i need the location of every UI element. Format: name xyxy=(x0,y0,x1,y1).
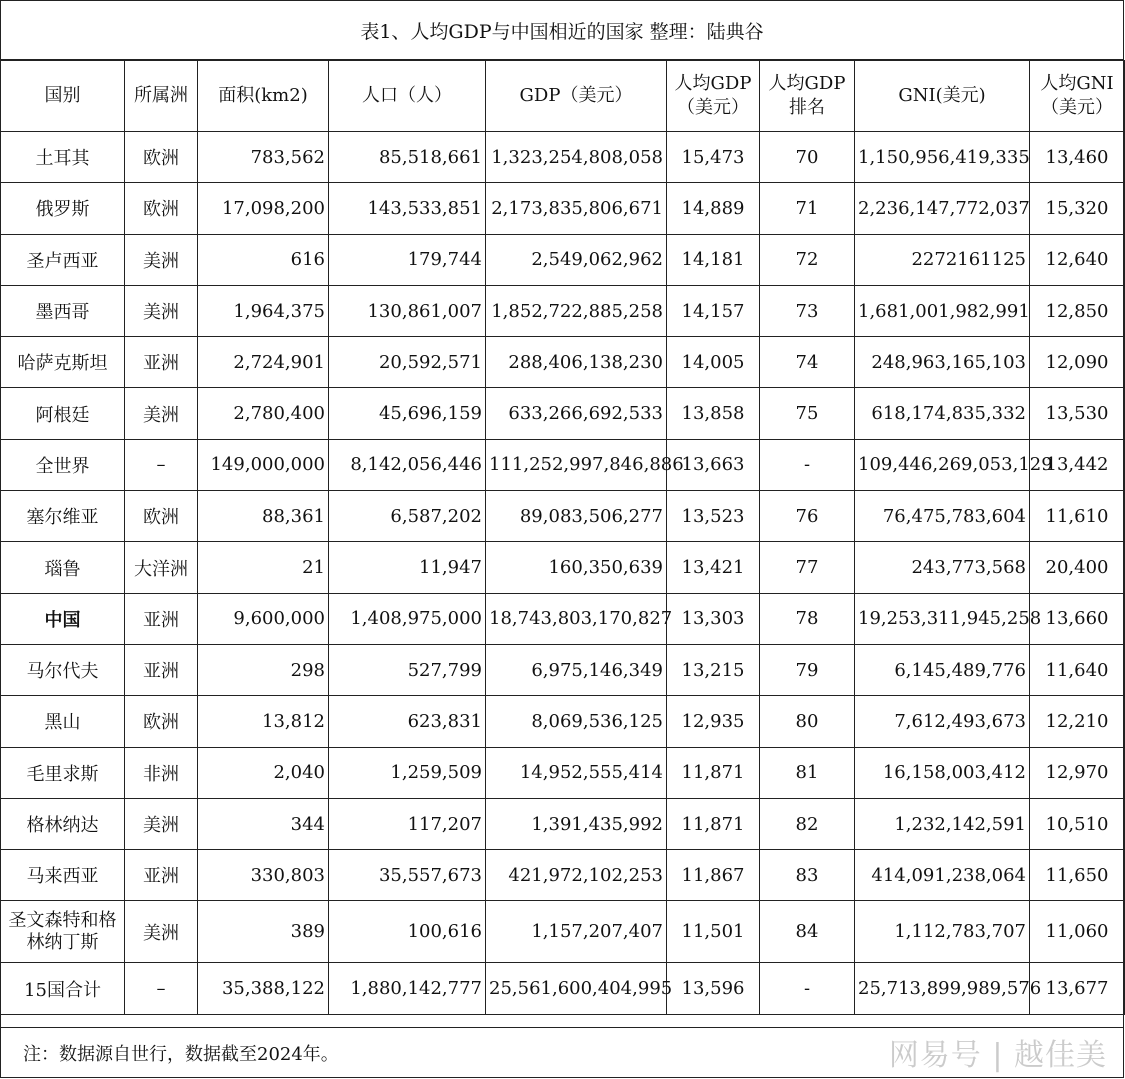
cell-gdp-rank: - xyxy=(760,439,855,490)
cell-gdp-rank: 71 xyxy=(760,183,855,234)
cell-gdp-per-capita: 14,157 xyxy=(667,285,760,336)
cell-population: 35,557,673 xyxy=(329,850,486,901)
cell-gni-per-capita: 12,640 xyxy=(1030,234,1125,285)
cell-gdp-per-capita: 13,215 xyxy=(667,644,760,695)
cell-gdp: 111,252,997,846,886 xyxy=(486,439,667,490)
cell-population: 1,259,509 xyxy=(329,747,486,798)
cell-continent: – xyxy=(125,439,198,490)
cell-gni-per-capita: 11,640 xyxy=(1030,644,1125,695)
cell-area: 783,562 xyxy=(198,132,329,183)
table-row xyxy=(1,183,1125,234)
cell-population: 100,616 xyxy=(329,901,486,963)
cell-population: 11,947 xyxy=(329,542,486,593)
cell-gdp-per-capita: 11,501 xyxy=(667,901,760,963)
cell-country: 圣卢西亚 xyxy=(1,234,125,285)
table-row xyxy=(1,388,1125,439)
cell-continent: 美洲 xyxy=(125,285,198,336)
cell-gni: 76,475,783,604 xyxy=(855,491,1030,542)
header-gni: GNI(美元) xyxy=(855,61,1030,132)
cell-gdp: 2,549,062,962 xyxy=(486,234,667,285)
cell-gni: 109,446,269,053,129 xyxy=(855,439,1030,490)
cell-gdp: 89,083,506,277 xyxy=(486,491,667,542)
cell-country: 哈萨克斯坦 xyxy=(1,337,125,388)
cell-area: 35,388,122 xyxy=(198,963,329,1014)
cell-gdp: 160,350,639 xyxy=(486,542,667,593)
table-row xyxy=(1,747,1125,798)
cell-gdp-per-capita: 11,871 xyxy=(667,747,760,798)
cell-population: 85,518,661 xyxy=(329,132,486,183)
table-row xyxy=(1,439,1125,490)
cell-continent: 欧洲 xyxy=(125,132,198,183)
cell-area: 2,724,901 xyxy=(198,337,329,388)
cell-gdp-per-capita: 13,663 xyxy=(667,439,760,490)
cell-gdp-rank: 76 xyxy=(760,491,855,542)
cell-population: 130,861,007 xyxy=(329,285,486,336)
header-continent: 所属洲 xyxy=(125,61,198,132)
cell-gdp-per-capita: 13,523 xyxy=(667,491,760,542)
cell-area: 21 xyxy=(198,542,329,593)
header-gni-per-capita xyxy=(1030,61,1125,132)
cell-country: 俄罗斯 xyxy=(1,183,125,234)
cell-gni: 2272161125 xyxy=(855,234,1030,285)
cell-continent: 非洲 xyxy=(125,747,198,798)
cell-gni-per-capita: 11,610 xyxy=(1030,491,1125,542)
cell-area: 149,000,000 xyxy=(198,439,329,490)
cell-gdp-rank: 72 xyxy=(760,234,855,285)
cell-gdp-per-capita: 14,005 xyxy=(667,337,760,388)
cell-population: 6,587,202 xyxy=(329,491,486,542)
cell-gni: 1,232,142,591 xyxy=(855,798,1030,849)
cell-country: 毛里求斯 xyxy=(1,747,125,798)
cell-continent: 美洲 xyxy=(125,234,198,285)
cell-gni: 2,236,147,772,037 xyxy=(855,183,1030,234)
cell-country: 中国 xyxy=(1,593,125,644)
cell-gni-per-capita: 13,460 xyxy=(1030,132,1125,183)
cell-country: 塞尔维亚 xyxy=(1,491,125,542)
cell-gdp: 6,975,146,349 xyxy=(486,644,667,695)
cell-gni: 16,158,003,412 xyxy=(855,747,1030,798)
cell-area: 1,964,375 xyxy=(198,285,329,336)
cell-country: 圣文森特和格林纳丁斯 xyxy=(1,901,125,963)
cell-gni: 248,963,165,103 xyxy=(855,337,1030,388)
header-row xyxy=(1,61,1125,132)
cell-gdp-per-capita: 11,867 xyxy=(667,850,760,901)
cell-population: 623,831 xyxy=(329,696,486,747)
cell-area: 616 xyxy=(198,234,329,285)
cell-gdp-rank: 74 xyxy=(760,337,855,388)
cell-population: 527,799 xyxy=(329,644,486,695)
cell-area: 298 xyxy=(198,644,329,695)
cell-gdp-rank: 78 xyxy=(760,593,855,644)
cell-gdp-per-capita: 14,181 xyxy=(667,234,760,285)
cell-country: 15国合计 xyxy=(1,963,125,1014)
cell-gni-per-capita: 12,970 xyxy=(1030,747,1125,798)
cell-continent: 亚洲 xyxy=(125,850,198,901)
header-gni-per-capita-line1: 人均GNI xyxy=(1040,73,1114,94)
header-area: 面积(km2) xyxy=(198,61,329,132)
cell-country: 全世界 xyxy=(1,439,125,490)
cell-gdp: 421,972,102,253 xyxy=(486,850,667,901)
header-country: 国别 xyxy=(1,61,125,132)
cell-gdp: 1,157,207,407 xyxy=(486,901,667,963)
cell-gdp: 1,391,435,992 xyxy=(486,798,667,849)
cell-gni-per-capita: 12,210 xyxy=(1030,696,1125,747)
header-gdp-per-capita-line1: 人均GDP xyxy=(674,73,752,94)
cell-gdp-per-capita: 13,596 xyxy=(667,963,760,1014)
cell-gdp-rank: 75 xyxy=(760,388,855,439)
cell-country: 马来西亚 xyxy=(1,850,125,901)
table-row xyxy=(1,644,1125,695)
cell-gdp-per-capita: 11,871 xyxy=(667,798,760,849)
cell-gni-per-capita: 11,650 xyxy=(1030,850,1125,901)
header-gdp-per-capita xyxy=(667,61,760,132)
cell-gni: 1,112,783,707 xyxy=(855,901,1030,963)
watermark: 网易号 | 越佳美 xyxy=(888,1038,1107,1073)
cell-continent: 美洲 xyxy=(125,388,198,439)
cell-gni: 1,150,956,419,335 xyxy=(855,132,1030,183)
cell-gdp: 8,069,536,125 xyxy=(486,696,667,747)
cell-continent: 欧洲 xyxy=(125,696,198,747)
cell-gdp-rank: - xyxy=(760,963,855,1014)
cell-gni: 19,253,311,945,258 xyxy=(855,593,1030,644)
cell-gni: 243,773,568 xyxy=(855,542,1030,593)
cell-continent: 欧洲 xyxy=(125,491,198,542)
cell-gni-per-capita: 12,850 xyxy=(1030,285,1125,336)
cell-country: 格林纳达 xyxy=(1,798,125,849)
cell-gni-per-capita: 13,530 xyxy=(1030,388,1125,439)
header-gdp-rank-line1: 人均GDP xyxy=(768,73,846,94)
cell-gdp-rank: 73 xyxy=(760,285,855,336)
cell-gdp: 288,406,138,230 xyxy=(486,337,667,388)
cell-gni-per-capita: 15,320 xyxy=(1030,183,1125,234)
cell-continent: – xyxy=(125,963,198,1014)
table-row xyxy=(1,798,1125,849)
table-row xyxy=(1,285,1125,336)
cell-country: 瑙鲁 xyxy=(1,542,125,593)
cell-gdp-per-capita: 15,473 xyxy=(667,132,760,183)
cell-population: 1,880,142,777 xyxy=(329,963,486,1014)
cell-area: 330,803 xyxy=(198,850,329,901)
cell-population: 1,408,975,000 xyxy=(329,593,486,644)
cell-area: 9,600,000 xyxy=(198,593,329,644)
cell-gdp: 14,952,555,414 xyxy=(486,747,667,798)
cell-country: 马尔代夫 xyxy=(1,644,125,695)
cell-country: 墨西哥 xyxy=(1,285,125,336)
cell-gdp: 1,323,254,808,058 xyxy=(486,132,667,183)
cell-gdp-per-capita: 13,303 xyxy=(667,593,760,644)
cell-gni: 25,713,899,989,576 xyxy=(855,963,1030,1014)
cell-gdp: 25,561,600,404,995 xyxy=(486,963,667,1014)
cell-gdp-per-capita: 13,858 xyxy=(667,388,760,439)
header-gdp-rank xyxy=(760,61,855,132)
cell-continent: 亚洲 xyxy=(125,593,198,644)
cell-gdp-rank: 83 xyxy=(760,850,855,901)
header-gdp: GDP（美元） xyxy=(486,61,667,132)
cell-gdp-rank: 79 xyxy=(760,644,855,695)
cell-gdp-rank: 81 xyxy=(760,747,855,798)
cell-continent: 欧洲 xyxy=(125,183,198,234)
cell-area: 389 xyxy=(198,901,329,963)
table-row xyxy=(1,542,1125,593)
table-row xyxy=(1,337,1125,388)
cell-population: 179,744 xyxy=(329,234,486,285)
cell-country: 土耳其 xyxy=(1,132,125,183)
cell-continent: 亚洲 xyxy=(125,337,198,388)
header-population: 人口（人） xyxy=(329,61,486,132)
cell-gdp: 1,852,722,885,258 xyxy=(486,285,667,336)
header-gdp-rank-line2: 排名 xyxy=(789,97,825,118)
cell-gni-per-capita: 13,442 xyxy=(1030,439,1125,490)
header-gni-per-capita-line2: （美元） xyxy=(1041,97,1113,118)
cell-gdp-per-capita: 13,421 xyxy=(667,542,760,593)
cell-gni: 1,681,001,982,991 xyxy=(855,285,1030,336)
table-row xyxy=(1,696,1125,747)
cell-gni-per-capita: 12,090 xyxy=(1030,337,1125,388)
cell-gdp: 633,266,692,533 xyxy=(486,388,667,439)
cell-gni: 414,091,238,064 xyxy=(855,850,1030,901)
cell-gdp-rank: 84 xyxy=(760,901,855,963)
cell-area: 2,780,400 xyxy=(198,388,329,439)
table-row xyxy=(1,593,1125,644)
table-row xyxy=(1,901,1125,963)
cell-gni: 618,174,835,332 xyxy=(855,388,1030,439)
cell-gdp-per-capita: 12,935 xyxy=(667,696,760,747)
cell-continent: 大洋洲 xyxy=(125,542,198,593)
cell-gni-per-capita: 20,400 xyxy=(1030,542,1125,593)
cell-gni-per-capita: 11,060 xyxy=(1030,901,1125,963)
table-row xyxy=(1,491,1125,542)
cell-continent: 美洲 xyxy=(125,798,198,849)
cell-gdp-per-capita: 14,889 xyxy=(667,183,760,234)
cell-population: 8,142,056,446 xyxy=(329,439,486,490)
cell-area: 344 xyxy=(198,798,329,849)
cell-area: 2,040 xyxy=(198,747,329,798)
footnote: 注：数据源自世行，数据截至2024年。 xyxy=(1,1027,1123,1077)
cell-area: 88,361 xyxy=(198,491,329,542)
data-table xyxy=(0,60,1125,1015)
cell-gdp-rank: 82 xyxy=(760,798,855,849)
cell-population: 20,592,571 xyxy=(329,337,486,388)
cell-gdp: 2,173,835,806,671 xyxy=(486,183,667,234)
table-title: 表1、人均GDP与中国相近的国家 整理：陆典谷 xyxy=(1,1,1123,60)
cell-gdp-rank: 70 xyxy=(760,132,855,183)
cell-gdp: 18,743,803,170,827 xyxy=(486,593,667,644)
cell-gdp-rank: 80 xyxy=(760,696,855,747)
cell-gni-per-capita: 13,660 xyxy=(1030,593,1125,644)
cell-continent: 美洲 xyxy=(125,901,198,963)
cell-population: 143,533,851 xyxy=(329,183,486,234)
table-row xyxy=(1,963,1125,1014)
cell-area: 13,812 xyxy=(198,696,329,747)
table-row xyxy=(1,850,1125,901)
cell-country: 黑山 xyxy=(1,696,125,747)
cell-population: 117,207 xyxy=(329,798,486,849)
table-body xyxy=(1,132,1125,1015)
table-row xyxy=(1,234,1125,285)
cell-gni-per-capita: 10,510 xyxy=(1030,798,1125,849)
cell-gni: 7,612,493,673 xyxy=(855,696,1030,747)
cell-country: 阿根廷 xyxy=(1,388,125,439)
cell-gni: 6,145,489,776 xyxy=(855,644,1030,695)
cell-continent: 亚洲 xyxy=(125,644,198,695)
table-row xyxy=(1,132,1125,183)
cell-population: 45,696,159 xyxy=(329,388,486,439)
cell-area: 17,098,200 xyxy=(198,183,329,234)
header-gdp-per-capita-line2: （美元） xyxy=(677,97,749,118)
cell-gdp-rank: 77 xyxy=(760,542,855,593)
cell-gni-per-capita: 13,677 xyxy=(1030,963,1125,1014)
